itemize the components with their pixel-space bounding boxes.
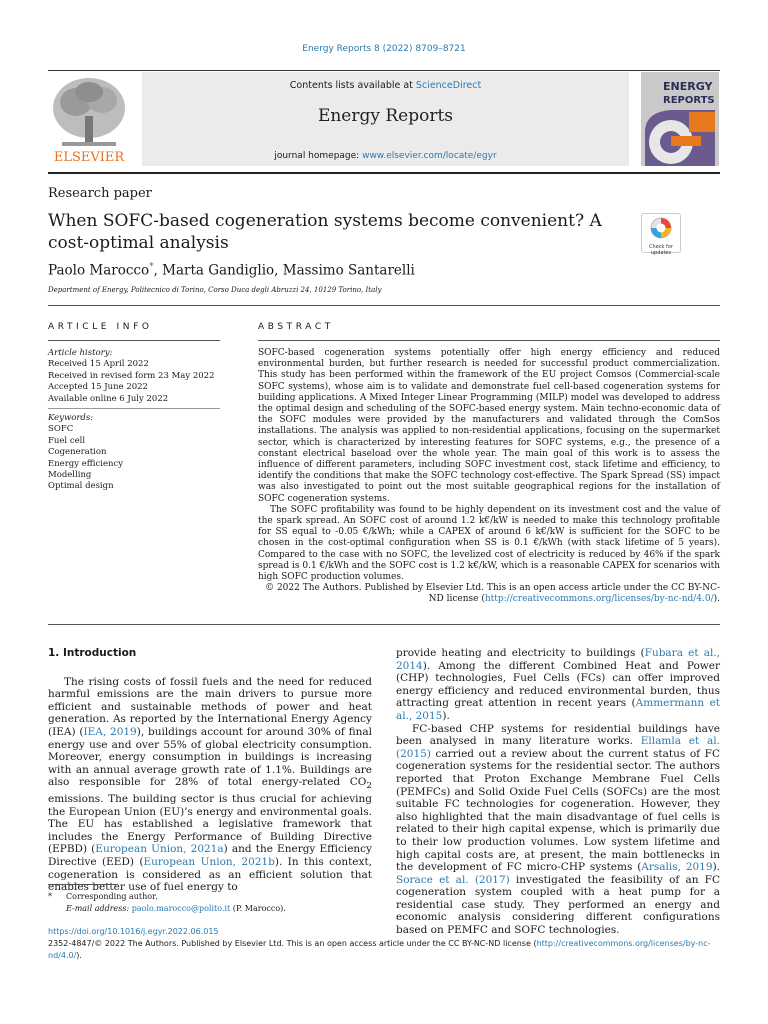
citation-link[interactable]: Fubara et al., 2014 [396,647,720,672]
text-run: emissions. The building sector is thus crucial for achieving the European Union (EU)’s energy and environmental goals. The EU has established a legislative framework that includes the Energy Performance of Building Directive (EPBD) ( [48,793,372,856]
copyright-license-link[interactable]: http://creativecommons.org/licenses/by-nc-nd/4.0/ [48,939,711,960]
crossmark-label: Check for updates [649,244,673,256]
publisher-logo-text: ELSEVIER [53,150,125,164]
homepage-line [142,151,629,161]
abstract-bottom-rule [48,624,720,625]
affiliation: Department of Energy, Politecnico di Torino, Corso Duca degli Abruzzi 24, 10129 Torino, Italy [48,286,382,294]
keyword-item: Optimal design [48,481,114,492]
contents-line [142,80,629,91]
coauthor-names[interactable]: , Marta Gandiglio, Massimo Santarelli [153,262,415,279]
citation-link[interactable]: Sorace et al. (2017) [396,873,510,886]
citation-link[interactable]: Ellamla et al. (2015) [396,735,720,760]
author-name[interactable]: Paolo Marocco [48,262,150,279]
abstract-paragraph: SOFC-based cogeneration systems potentially offer high energy efficiency and reduced environmental burden, but further research is needed for successful product commercialization. This study has been performed within the framework of the EU project Comsos (Commercial-scale SOFC systems), whose aim is to validate and demonstrate fuel cell-based cogeneration systems for building applications. A Mixed Integer Linear Programming (MILP) model was developed to address the optimal design and scheduling of the SOFC-based energy system. Main techno-economic data of the SOFC modules were provided by the manufacturers and validated through the ComSos installations. The analysis was applied to non-residential applications, focusing on the supermarket sector, which is characterized by interesting features for SOFC systems, e.g., the presence of a constant electrical baseload over the whole year. The main goal of this work is to assess the influence of different parameters, including SOFC investment cost, stack lifetime and efficiency, to identify the conditions that make the SOFC technology cost-effective. The Spark Spread (SS) impact was also investigated to point out the most suitable geographical regions for the installation of SOFC cogeneration systems. [258,348,720,504]
citation-link[interactable]: European Union, 2021b [143,856,275,868]
author-list [48,262,415,279]
keyword-item: Cogeneration [48,447,107,458]
citation-link[interactable]: European Union, 2021a [95,843,224,856]
abstract-body [258,348,720,606]
corresponding-author-mark[interactable]: * [149,262,154,272]
footnote-rule [48,884,118,885]
homepage-prefix: journal homepage: [274,151,363,161]
affiliation-rule [48,305,720,306]
text-run: ) and the Energy Efficiency Directive (EED) ( [48,843,372,868]
section-heading: 1. Introduction [48,647,137,659]
paper-title: When SOFC-based cogeneration systems become convenient? A cost-optimal analysis [48,211,602,253]
text-run: ). [712,861,720,874]
article-history [48,348,220,405]
citation-link[interactable]: IEA, 2019 [83,725,137,738]
license-link[interactable]: http://creativecommons.org/licenses/by-nc-nd/4.0/ [484,594,714,605]
article-info-heading: ARTICLE INFO [48,322,153,332]
history-item: Received in revised form 23 May 2022 [48,370,215,381]
text-run: investigated the feasibility of an FC cogeneration system coupled with a heat pump for a residential case study. They performed an energy and economic analysis considering different configurations based on PEMFC and SOFC technologies. [396,873,720,937]
subscript: 2 [366,781,372,792]
email-owner: (P. Marocco). [230,903,286,913]
text-run: ). Among the different Combined Heat and Power (CHP) technologies, Fuel Cells (FCs) can offer improved energy efficiency and reduced environmental burden, thus attracting great attention in recent years ( [396,659,720,710]
body-column-left [48,647,372,894]
body-paragraph [396,647,720,723]
abstract-license [258,583,720,605]
abstract-paragraph: The SOFC profitability was found to be highly dependent on its investment cost and the value of the spark spread. An SOFC cost of around 1.2 k€/kW is needed to make this technology profitable for SS equal to -0.05 €/kWh; while a CAPEX of around 6 k€/kW is sufficient for the SOFC to be chosen in the cost-optimal configuration when SS is 0.1 €/kWh (with stack lifetime of 5 years). Compared to the case with no SOFC, the levelized cost of electricity is reduced by 46% if the spark spread is 0.1 €/kWh and the SOFC cost is 1.2 k€/kW, which is a reasonable CAPEX for scenarios with high SOFC production volumes. [258,504,720,583]
footnote-mark: * [48,892,52,901]
copyright-text: 2352-4847/© 2022 The Authors. Published by Elsevier Ltd. This is an open access article under the CC BY-NC-ND license ( [48,939,537,948]
license-text: © 2022 The Authors. Published by Elsevier Ltd. This is an open access article under the CC BY-NC-ND license ( [265,583,720,605]
elsevier-logo[interactable] [48,72,130,164]
text-run: provide heating and electricity to buildings ( [396,647,645,659]
cover-title-line1: ENERGY [663,80,713,93]
crossmark-icon [649,216,673,240]
text-run: FC-based CHP systems for residential buildings have been analysed in many literature works. [396,722,720,748]
keywords-rule [48,408,220,409]
cover-graphic-icon [641,72,719,166]
history-item: Available online 6 July 2022 [48,393,169,404]
keyword-item: Fuel cell [48,435,86,446]
abstract-heading: ABSTRACT [258,322,334,332]
cover-title-line2: REPORTS [663,95,715,106]
header-bottom-rule [48,172,720,174]
journal-cover[interactable] [641,72,719,166]
article-info-rule [48,340,220,341]
doi-link[interactable]: https://doi.org/10.1016/j.egyr.2022.06.015 [48,927,219,936]
keyword-item: Energy efficiency [48,458,124,469]
body-column-right [396,647,720,937]
license-end: ). [713,594,720,605]
footnote [48,891,372,914]
journal-citation[interactable]: Energy Reports 8 (2022) 8709–8721 [302,44,466,54]
text-run: carried out a review about the current status of FC cogeneration systems for the residential sector. The authors reported that Proton Exchange Membrane Fuel Cells (PEMFCs) and Solid Oxide Fuel Cells (SOFCs) are the most suitable FC technologies for cogeneration. However, they also highlighted that the main disadvantage of fuel cells is related to their high capital expense, which is primarily due to their low production volumes. Low system lifetime and high capital costs are, at present, the main bottlenecks in the development of FC micro-CHP systems ( [396,747,720,874]
keyword-item: Modelling [48,470,92,481]
history-label: Article history: [48,348,113,358]
email-link[interactable]: paolo.marocco@polito.it [131,903,231,913]
header-top-rule [48,70,720,71]
body-paragraph [48,676,372,894]
text-run: ), buildings account for around 30% of final energy use and over 55% of global electricity consumption. Moreover, energy consumption in buildings is increasing with an annual average growth rate of 1.1%. Buildings are also responsible for 28% of total energy-related CO [48,725,372,789]
history-item: Accepted 15 June 2022 [48,382,148,393]
citation-link[interactable]: Arsalis, 2019 [641,861,713,874]
text-run: ). [442,709,450,722]
email-label: E-mail address: [66,903,130,913]
copyright-end: ). [76,951,82,960]
body-paragraph [396,723,720,937]
keywords [48,413,220,493]
citation-link[interactable]: Ammermann et al., 2015 [396,697,720,722]
paper-type: Research paper [48,186,152,201]
homepage-link[interactable]: www.elsevier.com/locate/egyr [362,151,497,161]
text-run: The rising costs of fossil fuels and the need for reduced harmful emissions are the main drivers to pursue more efficient and sustainable methods of power and heat generation. As reported by the International Energy Agency (IEA) ( [48,675,372,738]
journal-title[interactable]: Energy Reports [317,106,454,126]
check-for-updates-button[interactable] [641,213,681,256]
sciencedirect-link[interactable]: ScienceDirect [415,80,482,91]
contents-prefix: Contents lists available at [289,80,416,91]
copyright-line [48,938,720,962]
keyword-item: SOFC [48,424,74,435]
tree-logo-icon [48,72,130,164]
keywords-label: Keywords: [48,413,94,423]
footnote-text: Corresponding author. [66,892,158,901]
text-run: ). In this context, cogeneration is considered as an efficient solution that enables better use of fuel energy to [48,856,373,894]
abstract-rule [258,340,720,341]
history-item: Received 15 April 2022 [48,359,149,370]
